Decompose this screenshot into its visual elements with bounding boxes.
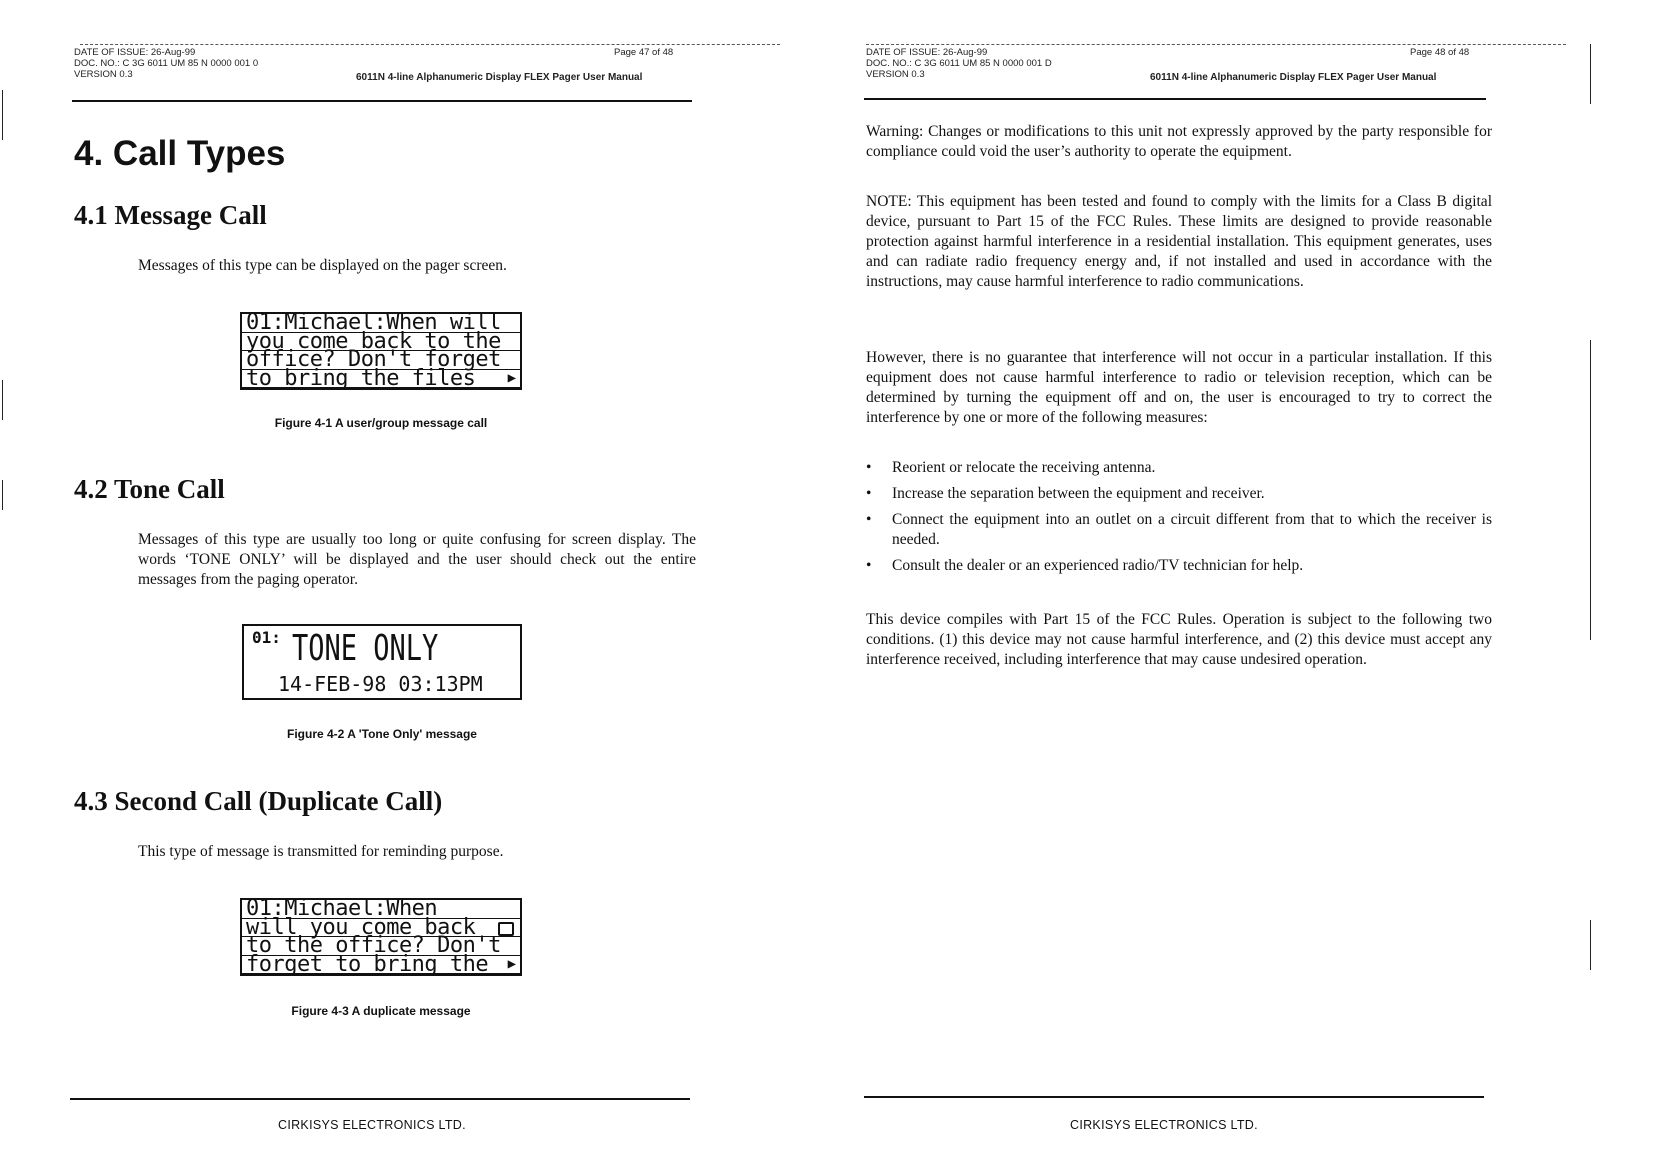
scan-margin-mark [1590, 44, 1591, 104]
display-line: 01:Michael:When [242, 900, 520, 919]
footer-company: CIRKISYS ELECTRONICS LTD. [278, 1118, 466, 1132]
scan-margin-mark [2, 480, 3, 510]
display-tone-only-text: TONE ONLY [292, 628, 439, 669]
left-page [0, 0, 800, 1174]
list-item: • Consult the dealer or an experienced radio/TV technician for help. [866, 556, 1492, 576]
scan-margin-mark [2, 90, 3, 140]
header-title: 6011N 4-line Alphanumeric Display FLEX Pager User Manual [356, 72, 643, 83]
header-version: VERSION 0.3 [866, 69, 925, 80]
duplicate-icon [498, 922, 514, 936]
section-heading-message-call: 4.1 Message Call [74, 200, 267, 230]
pager-display-duplicate-call [240, 898, 522, 976]
section-text-message-call: Messages of this type can be displayed on the pager screen. [138, 257, 507, 274]
header-page-number: Page 47 of 48 [614, 47, 674, 58]
footer-company: CIRKISYS ELECTRONICS LTD. [1070, 1118, 1258, 1132]
pager-display-message-call [240, 312, 522, 390]
header-meta [74, 47, 258, 80]
footer-rule [70, 1098, 690, 1100]
header-meta [866, 47, 1052, 80]
list-item: • Connect the equipment into an outlet on a circuit different from that to which the receiver is needed. [866, 510, 1492, 550]
header-version: VERSION 0.3 [74, 69, 133, 80]
header-title: 6011N 4-line Alphanumeric Display FLEX Pager User Manual [1150, 72, 1437, 83]
display-line: office? Don't forget [242, 351, 520, 370]
scan-dash-rule [80, 44, 780, 45]
list-item: • Reorient or relocate the receiving antenna. [866, 458, 1492, 478]
display-line: to bring the files [242, 370, 520, 389]
display-line: you come back to the [242, 333, 520, 352]
header-doc-no: DOC. NO.: C 3G 6011 UM 85 N 0000 001 D [866, 58, 1052, 69]
more-arrow-icon: ▶ [507, 956, 516, 972]
more-arrow-icon: ▶ [507, 370, 516, 386]
header-issue-date: DATE OF ISSUE: 26-Aug-99 [866, 47, 988, 58]
scan-margin-mark [2, 380, 3, 420]
scan-margin-mark [1590, 340, 1591, 640]
fcc-note-paragraph: NOTE: This equipment has been tested and found to comply with the limits for a Class B digital device, pursuant to Part 15 of the FCC Rules. These limits are designed to provide reasonable protection against harmful interference in a residential installation. This equipment generates, uses and can radiate radio frequency energy and, if not installed and used in accordance with the instructions, may cause harmful interference to radio communications. [866, 193, 1492, 290]
display-line: to the office? Don't [242, 937, 520, 956]
header-doc-no: DOC. NO.: C 3G 6011 UM 85 N 0000 001 0 [74, 58, 259, 69]
display-line: 01:Michael:When will [242, 314, 520, 333]
figure-caption: Figure 4-1 A user/group message call [274, 416, 488, 430]
compliance-paragraph: This device compiles with Part 15 of the FCC Rules. Operation is subject to the following two conditions. (1) this device may not cause harmful interference, and (2) this device must accept any interference received, including interference that may cause undesired operation. [866, 611, 1492, 668]
interference-paragraph: However, there is no guarantee that interference will not occur in a particular installation. If this equipment does not cause harmful interference to radio or television reception, which can be determined by turning the equipment off and on, the user is encouraged to try to correct the interference by one or more of the following measures: [866, 349, 1492, 426]
section-text-duplicate-call: This type of message is transmitted for reminding purpose. [138, 843, 504, 860]
warning-paragraph: Warning: Changes or modifications to this unit not expressly approved by the party responsible for compliance could void the user’s authority to operate the equipment. [866, 123, 1492, 160]
scan-margin-mark [1590, 920, 1591, 970]
display-message-number: 01: [252, 628, 281, 647]
section-heading-duplicate-call: 4.3 Second Call (Duplicate Call) [74, 786, 443, 816]
list-item: • Increase the separation between the equipment and receiver. [866, 484, 1492, 504]
display-line: will you come back [242, 919, 520, 938]
scan-dash-rule [866, 44, 1566, 45]
pager-display-tone-call [242, 624, 522, 700]
chapter-title: 4. Call Types [74, 134, 286, 173]
footer-rule [864, 1096, 1484, 1098]
header-page-number: Page 48 of 48 [1410, 47, 1470, 58]
section-heading-tone-call: 4.2 Tone Call [74, 474, 225, 504]
section-text-tone-call: Messages of this type are usually too long or quite confusing for screen display. The words ‘TONE ONLY’ will be displayed and the user should check out the entire messages from the paging operator. [138, 531, 696, 588]
display-line: forget to bring the [242, 956, 520, 975]
figure-caption: Figure 4-2 A 'Tone Only' message [287, 727, 477, 741]
figure-caption: Figure 4-3 A duplicate message [291, 1004, 471, 1018]
header-rule [72, 100, 692, 102]
header-rule [864, 98, 1486, 100]
measures-list [866, 458, 1492, 582]
header-issue-date: DATE OF ISSUE: 26-Aug-99 [74, 47, 196, 58]
right-page [800, 0, 1656, 1174]
display-timestamp: 14-FEB-98 03:13PM [278, 672, 483, 696]
